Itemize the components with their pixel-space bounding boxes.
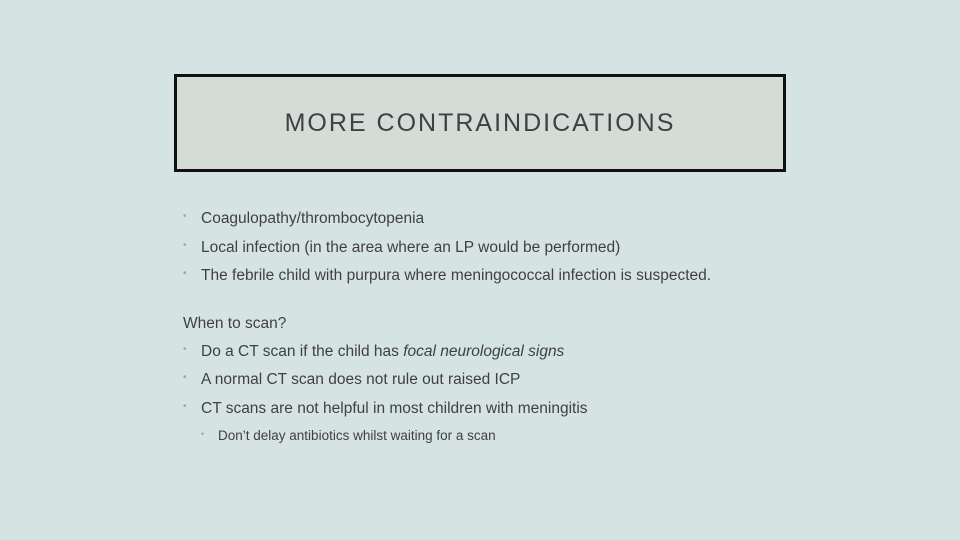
bullet-text: Coagulopathy/thrombocytopenia <box>201 210 425 227</box>
bullet-text: CT scans are not helpful in most children with meningitis <box>201 400 588 417</box>
bullet-item <box>183 267 711 285</box>
bullet-emphasis: focal neurological signs <box>403 343 565 360</box>
scan-heading: When to scan? <box>183 315 287 332</box>
sub-bullet-text: Don’t delay antibiotics whilst waiting for a scan <box>218 428 496 443</box>
sub-bullet-icon: • <box>201 429 205 440</box>
bullet-text: The febrile child with purpura where meningococcal infection is suspected. <box>201 267 712 284</box>
bullet-icon: • <box>183 372 187 384</box>
bullet-text: Do a CT scan if the child has <box>201 343 404 360</box>
bullet-item <box>183 239 620 257</box>
bullet-icon: • <box>183 344 187 356</box>
bullet-item <box>183 371 520 389</box>
bullet-icon: • <box>183 240 187 252</box>
bullet-text: A normal CT scan does not rule out raised ICP <box>201 371 521 388</box>
bullet-icon: • <box>183 401 187 413</box>
bullet-item <box>183 400 588 418</box>
bullet-item <box>183 343 564 361</box>
bullet-text: Local infection (in the area where an LP would be performed) <box>201 239 621 256</box>
sub-bullet-item <box>201 428 496 443</box>
slide-title: MORE CONTRAINDICATIONS <box>284 108 676 137</box>
bullet-icon: • <box>183 211 187 223</box>
bullet-item <box>183 210 424 228</box>
bullet-icon: • <box>183 268 187 280</box>
title-box <box>174 74 786 172</box>
